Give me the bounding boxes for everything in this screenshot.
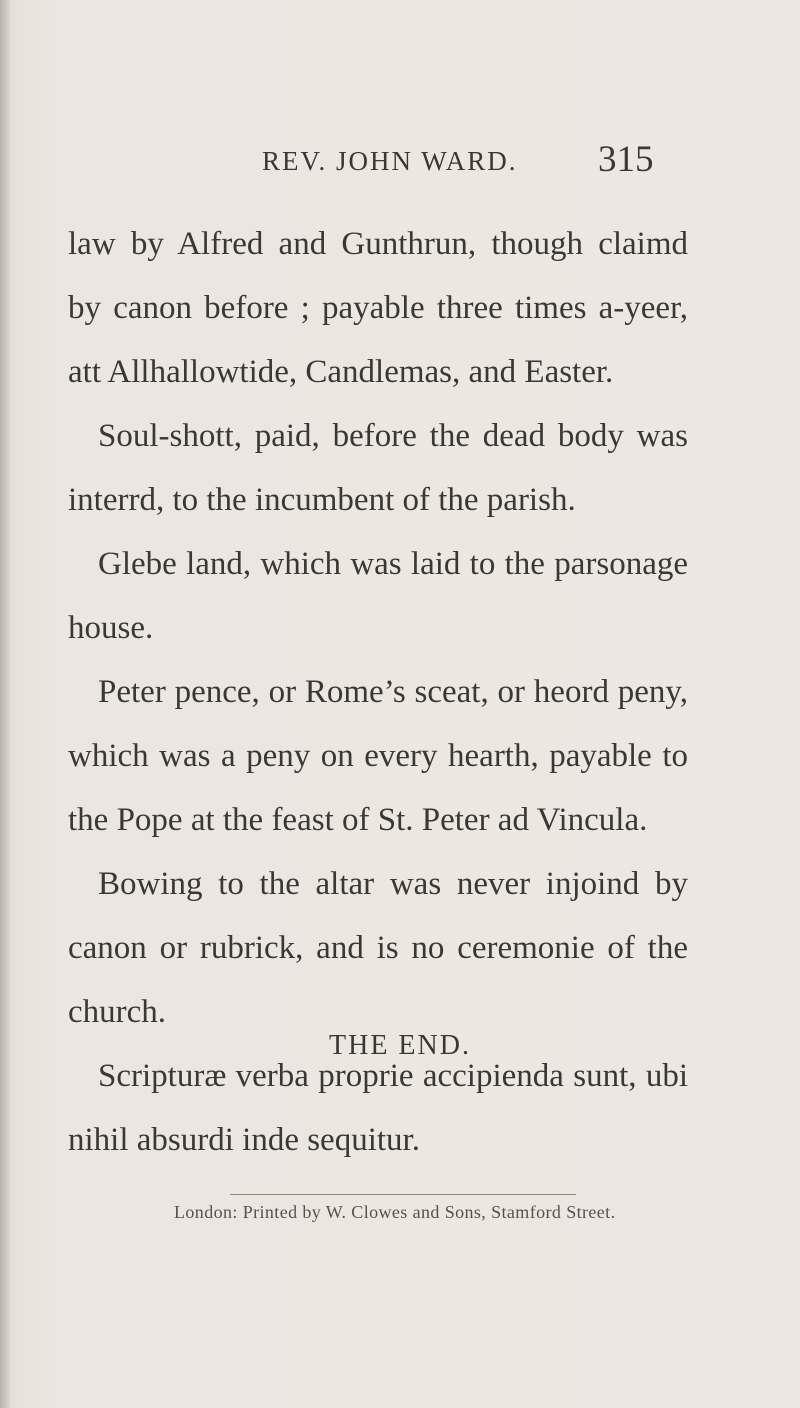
text-line: att Allhallowtide, Candlemas, and Easter. bbox=[68, 354, 614, 390]
text-line: Bowing to the altar was never injoind by bbox=[98, 866, 688, 902]
text-line: Soul-shott, paid, before the dead body was bbox=[98, 418, 688, 454]
text-line: interrd, to the incumbent of the parish. bbox=[68, 482, 576, 518]
imprint-rule bbox=[230, 1194, 576, 1195]
text-line: by canon before ; payable three times a-yeer, bbox=[68, 290, 688, 326]
text-line: nihil absurdi inde sequitur. bbox=[68, 1122, 420, 1158]
text-line: canon or rubrick, and is no ceremonie of the bbox=[68, 930, 688, 966]
page-gutter-shadow bbox=[0, 0, 10, 1408]
text-line: house. bbox=[68, 610, 154, 646]
text-line: church. bbox=[68, 994, 167, 1030]
text-line: law by Alfred and Gunthrun, though claimd bbox=[68, 226, 688, 262]
text-line: Scripturæ verba proprie accipienda sunt, ubi bbox=[98, 1058, 688, 1094]
printer-imprint: London: Printed by W. Clowes and Sons, Stamford Street. bbox=[174, 1202, 616, 1222]
text-line: Peter pence, or Rome’s sceat, or heord peny, bbox=[98, 674, 688, 710]
running-title: REV. JOHN WARD. bbox=[262, 146, 518, 176]
page-header bbox=[0, 139, 800, 196]
body-text bbox=[68, 212, 688, 1172]
page-number: 315 bbox=[598, 139, 654, 180]
text-line: the Pope at the feast of St. Peter ad Vincula. bbox=[68, 802, 648, 838]
end-mark: THE END. bbox=[329, 1030, 471, 1061]
text-line: which was a peny on every hearth, payable to bbox=[68, 738, 688, 774]
text-line: Glebe land, which was laid to the parsonage bbox=[98, 546, 688, 582]
